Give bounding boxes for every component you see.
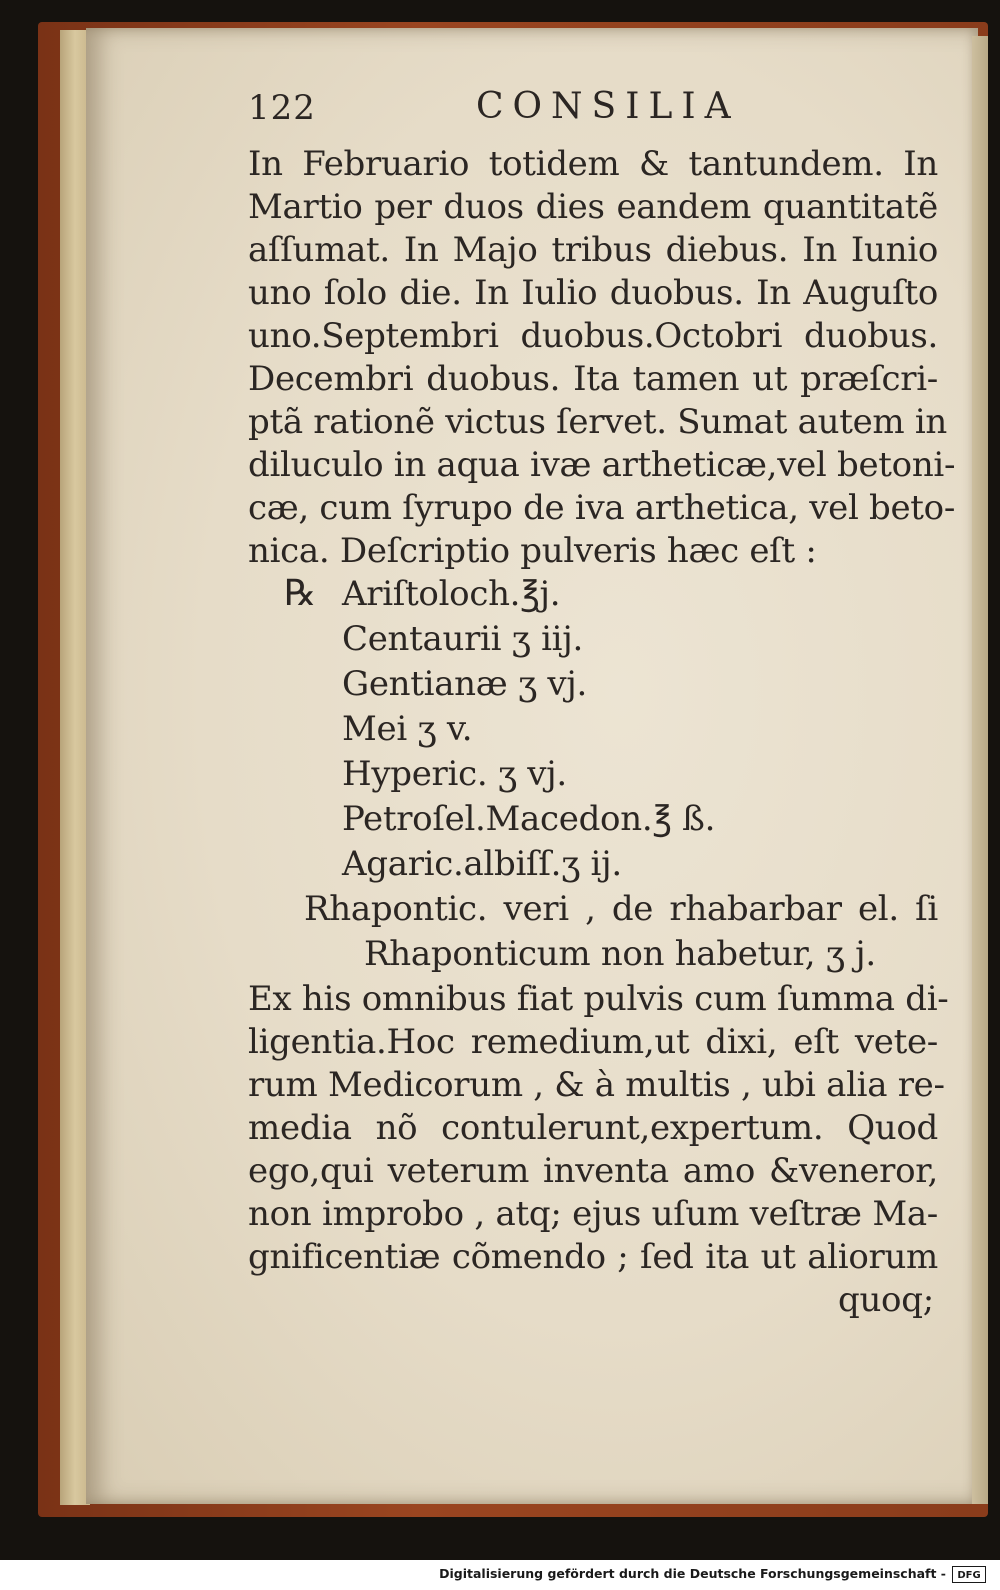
recipe-item: Agaric.albiſſ.ʒ ij.: [342, 844, 622, 884]
recipe-item: Mei ʒ v.: [342, 709, 473, 749]
page-number: 122: [248, 88, 316, 128]
recipe-item: Centaurii ʒ iij.: [342, 619, 583, 659]
body-line: Ex his omnibus fiat pulvis cum ſumma di-: [248, 979, 949, 1019]
body-line: ligentia.Hoc remedium,ut dixi, eſt vete-: [248, 1022, 938, 1062]
recipe-item: Petroſel.Macedon.℥ ß.: [342, 799, 716, 839]
body-line: rum Medicorum , & à multis , ubi alia re-: [248, 1065, 945, 1105]
body-line: aſſumat. In Majo tribus diebus. In Iunio: [248, 230, 938, 270]
footer-bar: [0, 1560, 1000, 1590]
dfg-logo: DFG: [952, 1566, 986, 1583]
body-line: cæ, cum ſyrupo de iva arthetica, vel beto-: [248, 488, 956, 528]
body-line: Martio per duos dies eandem quantitatẽ: [248, 187, 938, 227]
recipe-item: Gentianæ ʒ vj.: [342, 664, 588, 704]
catchword: quoq;: [838, 1280, 934, 1320]
body-line: gnificentiæ cõmendo ; ſed ita ut aliorum: [248, 1237, 938, 1277]
body-line: uno ſolo die. In Iulio duobus. In Auguſto: [248, 273, 938, 313]
body-line: nica. Deſcriptio pulveris hæc eſt :: [248, 531, 817, 571]
body-line: ptã rationẽ victus ſervet. Sumat autem in: [248, 402, 948, 442]
body-line: media nõ contulerunt,expertum. Quod: [248, 1108, 938, 1148]
recipe-item: Hyperic. ʒ vj.: [342, 754, 567, 794]
running-head: CONSILIA: [476, 86, 740, 127]
digitization-credit: Digitalisierung gefördert durch die Deutsche Forschungsgemeinschaft -: [439, 1566, 946, 1581]
body-line: ego,qui veterum inventa amo &veneror,: [248, 1151, 938, 1191]
recipe-symbol: ℞: [284, 573, 316, 614]
recipe-note: Rhaponticum non habetur, ʒ j.: [364, 934, 876, 974]
recipe-item: Ariſtoloch.℥j.: [342, 574, 561, 614]
body-line: In Februario totidem & tantundem. In: [248, 144, 938, 184]
body-line: Decembri duobus. Ita tamen ut præſcri-: [248, 359, 938, 399]
recipe-note: Rhapontic. veri , de rhabarbar el. ſi: [304, 889, 938, 929]
body-line: diluculo in aqua ivæ artheticæ,vel betoni-: [248, 445, 956, 485]
body-line: uno.Septembri duobus.Octobri duobus.: [248, 316, 938, 356]
body-line: non improbo , atq; ejus uſum veſtræ Ma-: [248, 1194, 938, 1234]
